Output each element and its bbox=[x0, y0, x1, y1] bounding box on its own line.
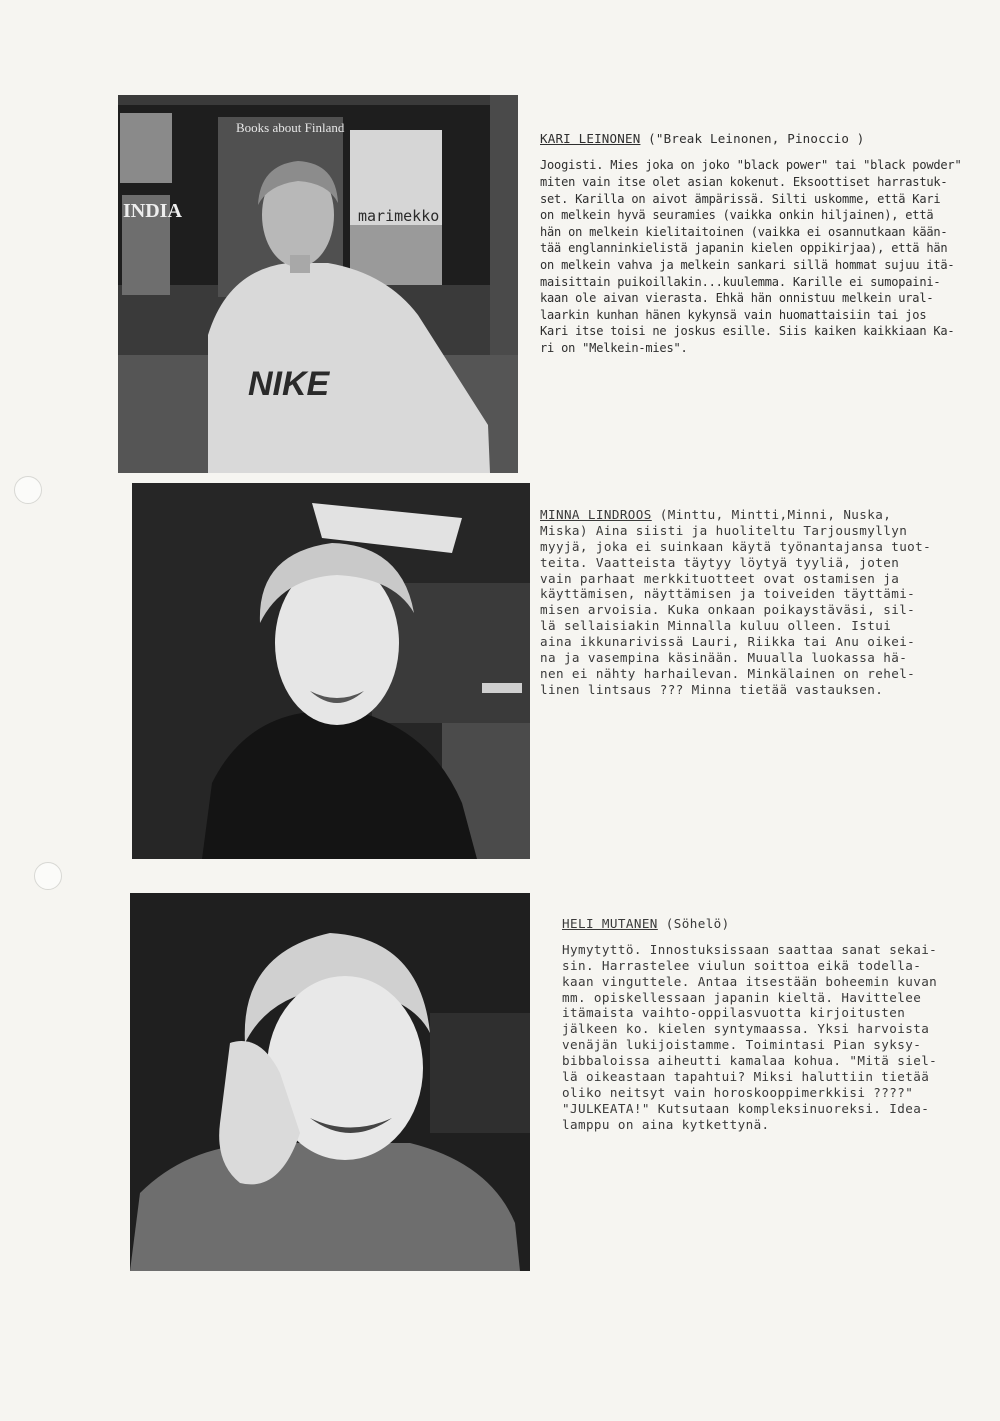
profile-name: MINNA LINDROOS bbox=[540, 506, 652, 522]
photo-heli-mutanen bbox=[130, 893, 530, 1271]
profile-nicknames: (Minttu, Mintti,Minni, Nuska, Miska) bbox=[540, 506, 892, 538]
poster-books-about-finland: Books about Finland bbox=[236, 120, 345, 135]
profile-heli-mutanen bbox=[562, 900, 992, 1149]
profile-nicknames: (Söhelö) bbox=[665, 915, 730, 931]
poster-india: INDIA bbox=[123, 200, 182, 222]
profile-nicknames: ("Break Leinonen, Pinoccio ) bbox=[648, 131, 865, 147]
poster-marimekko: marimekko bbox=[358, 207, 440, 225]
profile-minna-lindroos bbox=[540, 491, 990, 698]
punch-hole-top bbox=[14, 476, 42, 504]
profile-name: KARI LEINONEN bbox=[540, 131, 641, 147]
profile-kari-leinonen bbox=[540, 115, 990, 373]
profile-name: HELI MUTANEN bbox=[562, 915, 658, 931]
sweater-nike-logo: NIKE bbox=[248, 365, 330, 403]
profile-description: Aina siisti ja huoliteltu Tarjousmyllyn myyjä, joka ei suinkaan käytä työnantajansa tuot- teita. Vaatteista täytyy löytyä tyyliä, joten vain parhaat merkkituotteet ovat ostamisen ja käyttämisen, näyttämisen ja toiveiden täyttämi- misen arvoisia. Kuka onkaan poikaystäväsi, sil- lä sellaisiakin Minnalla kuluu olleen. Istui aina ikkunarivissä Lauri, Riikka tai Anu oikei- na ja vasempina käsinään. Muualla luokassa hä- nen ei nähty harhailevan. Minkälainen on rehel- linen lintsaus ??? Minna tietää vastauksen. bbox=[540, 522, 932, 697]
profile-description: Hymytyttö. Innostuksissaan saattaa sanat sekai- sin. Harrastelee viulun soittoa eikä todella- kaan vinguttele. Antaa itsestään boheemin kuvan mm. opiskellessaan japanin kieltä. Havittelee itämaista vaihto-oppilasvuotta kirjoitusten jälkeen ko. kielen syntymaassa. Yksi harvoista venäjän lukijoistamme. Toimintasi Pian syksy- bibbaloissa aiheutti kamalaa kohua. "Mitä siel- lä oikeastaan tapahtui? Miksi haluttiin tietää oliko neitsyt vain horoskooppimerkkisi ????" "JULKEATA!" Kutsutaan kompleksinuoreksi. Idea- lamppu on aina kytkettynä. bbox=[562, 941, 938, 1132]
profile-description: Joogisti. Mies joka on joko "black power" tai "black powder" miten vain itse olet asian kokenut. Eksoottiset harrastuk- set. Karilla on aivot ämpärissä. Silti uskomme, että Kari on melkein hyvä seuramies (vaikka onkin hiljainen), että hän on melkein kielitaitoinen (vaikka ei osannutkaan kään- tää englanninkielistä japanin kielen oppikirjaa), että hän on melkein vahva ja melkein sankari sillä hommat sujuu itä- maisittain puikoillakin...kuulemma. Karille ei sumopaini- kaan ole aivan vierasta. Ehkä hän onnistuu melkein ural- laarkin kunhan hänen kykynsä vain huomattaisiin tai jos Kari itse toisi ne joskus esille. Siis kaiken kaikkiaan Ka- ri on "Melkein-mies". bbox=[540, 158, 962, 355]
punch-hole-bottom bbox=[34, 862, 62, 890]
photo-minna-lindroos bbox=[132, 483, 530, 859]
photo-kari-leinonen bbox=[118, 95, 518, 473]
